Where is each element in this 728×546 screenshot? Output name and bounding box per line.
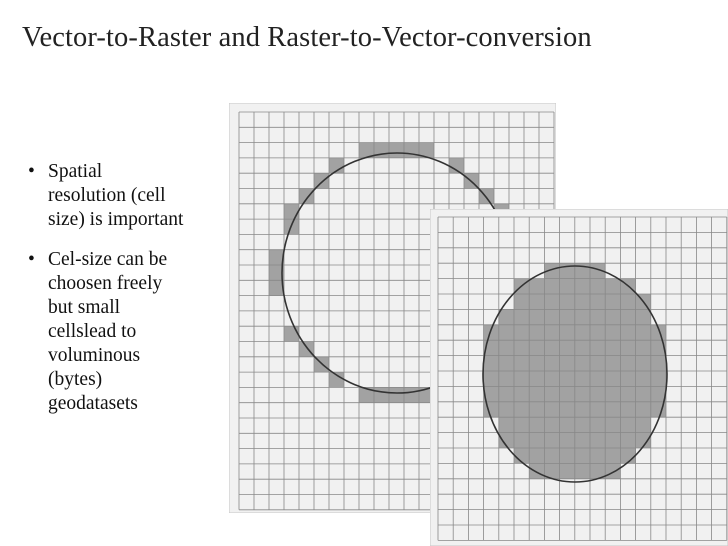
raster-cell xyxy=(575,417,590,432)
raster-cell xyxy=(620,386,635,401)
raster-cell xyxy=(590,279,605,294)
raster-cell xyxy=(620,340,635,355)
raster-cell xyxy=(544,356,559,371)
raster-circle-filled-figure xyxy=(430,209,728,546)
raster-cell xyxy=(284,326,299,341)
raster-cell xyxy=(636,402,651,417)
raster-cell xyxy=(529,294,544,309)
raster-cell xyxy=(514,294,529,309)
raster-cell xyxy=(484,356,499,371)
raster-cell xyxy=(620,371,635,386)
raster-cell xyxy=(590,309,605,324)
raster-cell xyxy=(575,386,590,401)
raster-cell xyxy=(529,386,544,401)
raster-cell xyxy=(651,371,666,386)
raster-cell xyxy=(605,294,620,309)
raster-cell xyxy=(620,402,635,417)
raster-cell xyxy=(575,463,590,478)
raster-cell xyxy=(636,340,651,355)
raster-cell xyxy=(514,356,529,371)
raster-cell xyxy=(560,279,575,294)
raster-cell xyxy=(560,433,575,448)
raster-cell xyxy=(605,325,620,340)
raster-cell xyxy=(499,371,514,386)
raster-cell xyxy=(544,325,559,340)
raster-cell xyxy=(636,309,651,324)
raster-cell xyxy=(560,356,575,371)
raster-cell xyxy=(499,386,514,401)
raster-cell xyxy=(575,309,590,324)
raster-cell xyxy=(605,386,620,401)
raster-cell xyxy=(620,294,635,309)
raster-cell xyxy=(529,356,544,371)
raster-cell xyxy=(575,371,590,386)
raster-cell xyxy=(484,371,499,386)
raster-cell xyxy=(544,340,559,355)
bullet-line: geodatasets xyxy=(48,393,138,414)
raster-cell xyxy=(590,356,605,371)
raster-cell xyxy=(529,371,544,386)
bullet-line: cellslead to xyxy=(48,321,137,342)
raster-cell xyxy=(484,325,499,340)
raster-cell xyxy=(560,386,575,401)
raster-cell xyxy=(284,204,299,219)
raster-cell xyxy=(389,387,404,402)
raster-cell xyxy=(605,356,620,371)
raster-cell xyxy=(590,386,605,401)
raster-cell xyxy=(529,279,544,294)
bullet-line: but small xyxy=(48,297,121,318)
raster-cell xyxy=(514,371,529,386)
bullet-line: size) is important xyxy=(48,209,184,230)
raster-cell xyxy=(499,356,514,371)
raster-cell xyxy=(514,340,529,355)
raster-cell xyxy=(499,309,514,324)
raster-cell xyxy=(620,448,635,463)
raster-cell xyxy=(560,402,575,417)
bullet-item xyxy=(28,248,228,416)
raster-cell xyxy=(544,417,559,432)
raster-cell xyxy=(575,356,590,371)
raster-cell xyxy=(544,294,559,309)
raster-cell xyxy=(529,325,544,340)
raster-cell xyxy=(544,279,559,294)
raster-cell xyxy=(575,433,590,448)
raster-cell xyxy=(499,402,514,417)
raster-cell xyxy=(620,309,635,324)
raster-cell xyxy=(544,309,559,324)
raster-cell xyxy=(590,417,605,432)
raster-cell xyxy=(544,386,559,401)
raster-cell xyxy=(636,386,651,401)
raster-cell xyxy=(605,340,620,355)
raster-cell xyxy=(575,279,590,294)
raster-cell xyxy=(560,417,575,432)
raster-cell xyxy=(605,433,620,448)
bullet-line: choosen freely xyxy=(48,273,163,294)
raster-cell xyxy=(605,463,620,478)
raster-cell xyxy=(404,387,419,402)
raster-cell xyxy=(544,371,559,386)
raster-cell xyxy=(605,417,620,432)
raster-cell xyxy=(314,173,329,188)
raster-cell xyxy=(620,325,635,340)
raster-cell xyxy=(605,309,620,324)
raster-cell xyxy=(605,448,620,463)
raster-cell xyxy=(636,371,651,386)
bullet-list xyxy=(28,160,228,416)
raster-cell xyxy=(590,294,605,309)
raster-cell xyxy=(374,387,389,402)
raster-cell xyxy=(590,325,605,340)
raster-cell xyxy=(560,325,575,340)
raster-cell xyxy=(590,371,605,386)
bullet-dot-icon: • xyxy=(28,161,35,182)
bullet-line: voluminous xyxy=(48,345,141,366)
raster-cell xyxy=(529,309,544,324)
raster-cell xyxy=(514,325,529,340)
raster-cell xyxy=(299,189,314,204)
bullet-line: Spatial xyxy=(48,161,103,182)
raster-cell xyxy=(636,417,651,432)
raster-cell xyxy=(514,402,529,417)
raster-cell xyxy=(514,417,529,432)
raster-cell xyxy=(605,402,620,417)
raster-cell xyxy=(590,448,605,463)
raster-cell xyxy=(620,417,635,432)
raster-cell xyxy=(560,463,575,478)
raster-cell xyxy=(590,433,605,448)
raster-cell xyxy=(514,433,529,448)
raster-cell xyxy=(529,463,544,478)
raster-cell xyxy=(620,433,635,448)
raster-cell xyxy=(590,402,605,417)
raster-cell xyxy=(499,340,514,355)
raster-cell xyxy=(560,340,575,355)
bullet-line: Cel-size can be xyxy=(48,249,168,270)
bullet-item xyxy=(28,160,228,232)
raster-cell xyxy=(651,356,666,371)
raster-cell xyxy=(560,309,575,324)
raster-cell xyxy=(590,340,605,355)
raster-cell xyxy=(560,371,575,386)
raster-cell xyxy=(529,340,544,355)
raster-cell xyxy=(514,309,529,324)
raster-cell xyxy=(636,325,651,340)
raster-cell xyxy=(544,402,559,417)
raster-cell xyxy=(575,294,590,309)
raster-cell xyxy=(404,143,419,158)
raster-cell xyxy=(499,325,514,340)
raster-cell xyxy=(389,143,404,158)
raster-cell xyxy=(605,279,620,294)
raster-cell xyxy=(560,448,575,463)
raster-cell xyxy=(575,325,590,340)
raster-cell xyxy=(529,417,544,432)
raster-cell xyxy=(620,356,635,371)
raster-cell xyxy=(529,448,544,463)
raster-cell xyxy=(529,402,544,417)
raster-cell xyxy=(575,340,590,355)
raster-cell xyxy=(560,294,575,309)
raster-cell xyxy=(544,433,559,448)
bullet-dot-icon: • xyxy=(28,249,35,270)
raster-cell xyxy=(499,417,514,432)
raster-cell xyxy=(514,386,529,401)
raster-cell xyxy=(575,448,590,463)
raster-cell xyxy=(575,402,590,417)
raster-cell xyxy=(605,371,620,386)
bullet-line: resolution (cell xyxy=(48,185,166,206)
raster-cell xyxy=(636,356,651,371)
bullet-line: (bytes) xyxy=(48,369,103,390)
slide-title: Vector-to-Raster and Raster-to-Vector-conversion xyxy=(22,22,592,53)
raster-cell xyxy=(529,433,544,448)
raster-cell xyxy=(544,448,559,463)
